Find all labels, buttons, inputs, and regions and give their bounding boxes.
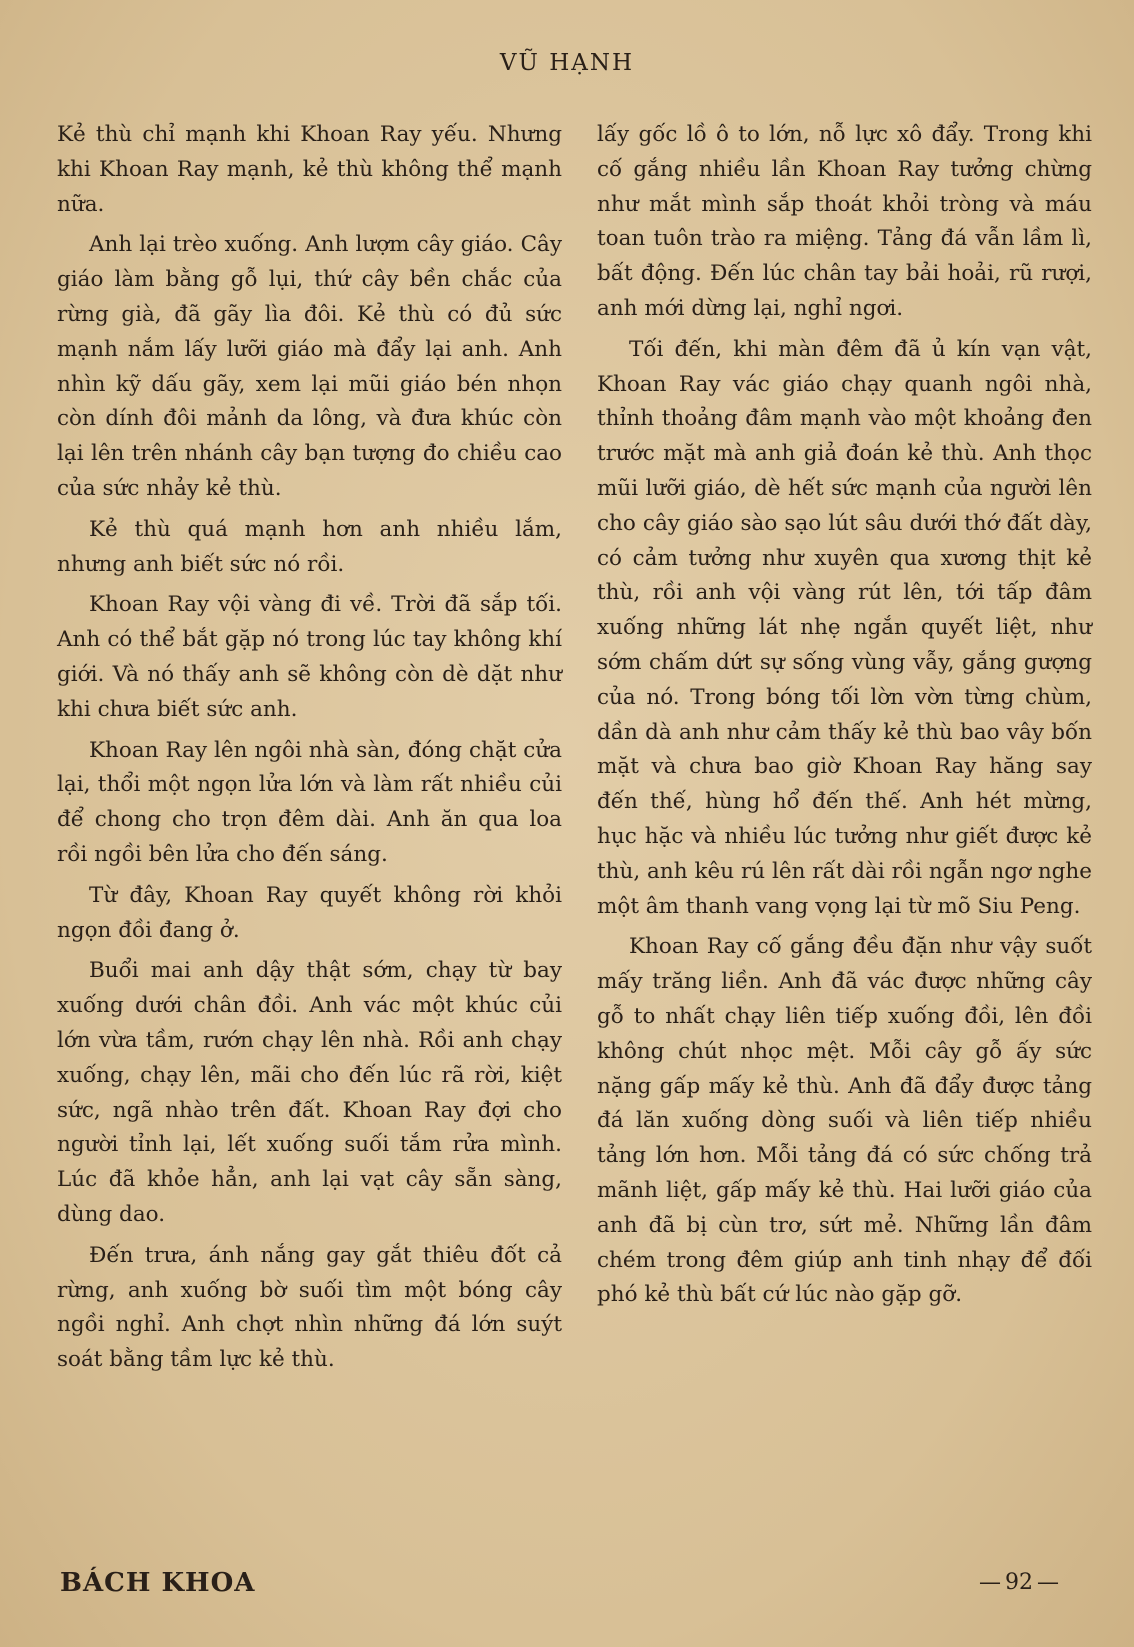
- paragraph: Khoan Ray vội vàng đi về. Trời đã sắp tối. Anh có thể bắt gặp nó trong lúc tay không khí giới. Và nó thấy anh sẽ không còn dè dặt như khi chưa biết sức anh.: [57, 592, 562, 722]
- paragraph: Anh lại trèo xuống. Anh lượm cây giáo. Cây giáo làm bằng gỗ lụi, thứ cây bền chắc của rừng già, đã gãy lìa đôi. Kẻ thù có đủ sức mạnh nắm lấy lưỡi giáo mà đẩy lại anh. Anh nhìn kỹ dấu gãy, xem lại mũi giáo bén nhọn còn dính đôi mảnh da lông, và đưa khúc còn lại lên trên nhánh cây bạn tượng đo chiều cao của sức nhảy kẻ thù.: [57, 232, 562, 501]
- paragraph: Kẻ thù quá mạnh hơn anh nhiều lắm, nhưng anh biết sức nó rồi.: [57, 516, 562, 577]
- magazine-name: BÁCH KHOA: [60, 1568, 256, 1598]
- page-header-author: VŨ HẠNH: [499, 50, 635, 76]
- paragraph: Buổi mai anh dậy thật sớm, chạy từ bay xuống dưới chân đồi. Anh vác một khúc củi lớn vừa tầm, rướn chạy lên nhà. Rồi anh chạy xuống, chạy lên, mãi cho đến lúc rã rời, kiệt sức, ngã nhào trên đất. Khoan Ray đợi cho người tỉnh lại, lết xuống suối tắm rửa mình. Lúc đã khỏe hẳn, anh lại vạt cây sẵn sàng, dùng dao.: [57, 958, 562, 1227]
- paragraph: Kẻ thù chỉ mạnh khi Khoan Ray yếu. Nhưng khi Khoan Ray mạnh, kẻ thù không thể mạnh nữa.: [57, 122, 562, 217]
- paragraph: Khoan Ray lên ngôi nhà sàn, đóng chặt cửa lại, thổi một ngọn lửa lớn và làm rất nhiều củi để chong cho trọn đêm dài. Anh ăn qua loa rồi ngồi bên lửa cho đến sáng.: [57, 737, 562, 867]
- left-text-column: [57, 118, 562, 1384]
- paragraph: Tối đến, khi màn đêm đã ủ kín vạn vật, Khoan Ray vác giáo chạy quanh ngôi nhà, thỉnh thoảng đâm mạnh vào một khoảng đen trước mặt mà anh giả đoán kẻ thù. Anh thọc mũi lưỡi giáo, dè hết sức mạnh của người lên cho cây giáo sào sạo lút sâu dưới thớ đất dày, có cảm tưởng như xuyên qua xương thịt kẻ thù, rồi anh vội vàng rút lên, tới tấp đâm xuống những lát nhẹ ngắn quyết liệt, như sớm chấm dứt sự sống vùng vẫy, gắng gượng của nó. Trong bóng tối lờn vờn từng chùm, dần dà anh như cảm thấy kẻ thù bao vây bốn mặt và chưa bao giờ Khoan Ray hăng say đến thế, hùng hổ đến thế. Anh hét mừng, hục hặc và nhiều lúc tưởng như giết được kẻ thù, anh kêu rú lên rất dài rồi ngẫn ngơ nghe một âm thanh vang vọng lại từ mõ Siu Peng.: [597, 336, 1092, 919]
- paragraph: Khoan Ray cố gắng đều đặn như vậy suốt mấy trăng liền. Anh đã vác được những cây gỗ to nhất chạy liên tiếp xuống đồi, lên đồi không chút nhọc mệt. Mỗi cây gỗ ấy sức nặng gấp mấy kẻ thù. Anh đã đẩy được tảng đá lăn xuống dòng suối và liên tiếp nhiều tảng lớn hơn. Mỗi tảng đá có sức chống trả mãnh liệt, gấp mấy kẻ thù. Hai lưỡi giáo của anh đã bị cùn trơ, sứt mẻ. Những lần đâm chém trong đêm giúp anh tinh nhạy để đối phó kẻ thù bất cứ lúc nào gặp gỡ.: [597, 934, 1092, 1308]
- right-text-column: [597, 118, 1092, 1319]
- paragraph: lấy gốc lồ ô to lớn, nỗ lực xô đẩy. Trong khi cố gắng nhiều lần Khoan Ray tưởng chừng như mắt mình sắp thoát khỏi tròng và máu toan tuôn trào ra miệng. Tảng đá vẫn lầm lì, bất động. Đến lúc chân tay bải hoải, rũ rượi, anh mới dừng lại, nghỉ ngơi.: [597, 122, 1092, 321]
- paragraph: Từ đây, Khoan Ray quyết không rời khỏi ngọn đồi đang ở.: [57, 882, 562, 943]
- paragraph: Đến trưa, ánh nắng gay gắt thiêu đốt cả rừng, anh xuống bờ suối tìm một bóng cây ngồi nghỉ. Anh chợt nhìn những đá lớn suýt soát bằng tầm lực kẻ thù.: [57, 1242, 562, 1373]
- page-number: — 92 —: [975, 1570, 1063, 1595]
